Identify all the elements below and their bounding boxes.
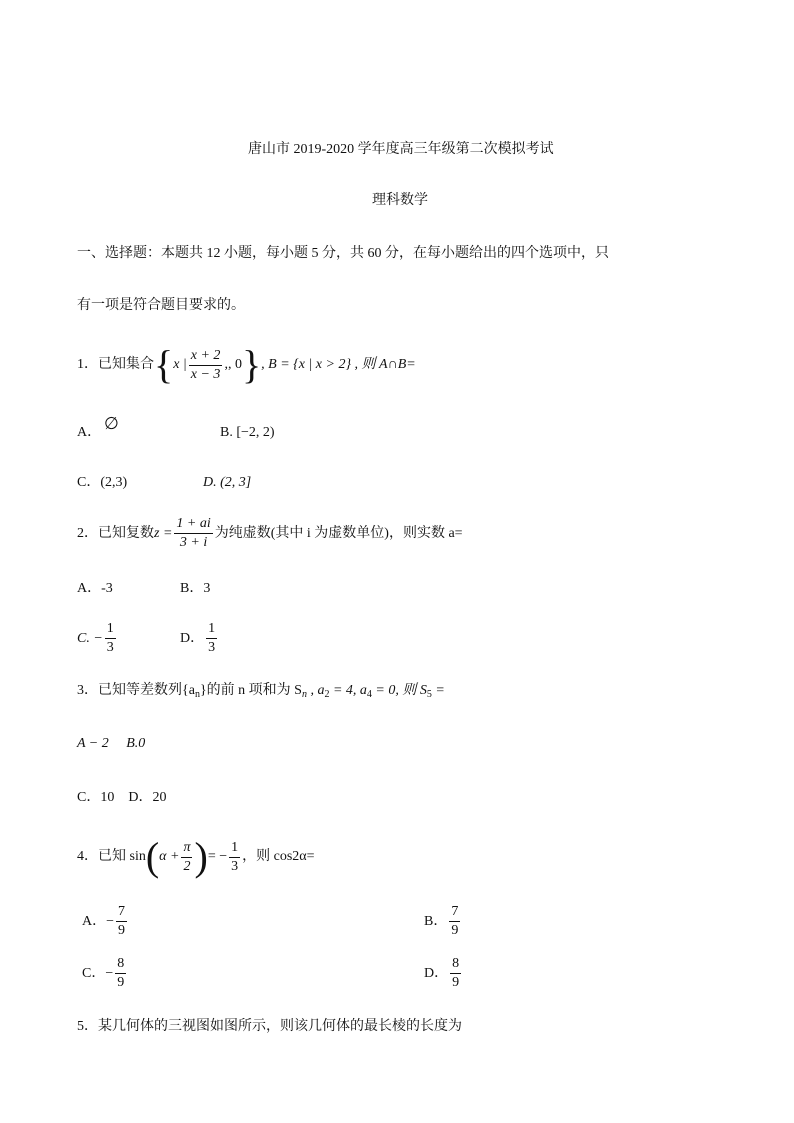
question-3-stem <box>77 682 445 704</box>
q4-option-d-label: D． <box>424 965 449 981</box>
q3-sub-n: n <box>194 689 200 700</box>
right-paren: ) <box>194 834 208 879</box>
q2-z-eq: z = <box>154 525 173 541</box>
q2-option-d-label: D． <box>180 630 205 646</box>
q4-b-numerator: 7 <box>449 903 460 922</box>
q2-option-c-label: C. − <box>77 630 103 646</box>
q3-options-cd: C．10 D．20 <box>77 790 167 805</box>
q1-relation: ,, 0 <box>224 357 242 372</box>
q4-option-b-label: B． <box>424 913 448 929</box>
q2-c-numerator: 1 <box>105 620 116 639</box>
q4-option-a <box>82 903 129 940</box>
question-4-stem <box>77 834 315 879</box>
section-instruction-line1: 一、选择题：本题共 12 小题，每小题 5 分，共 60 分，在每小题给出的四个选项中，只 <box>77 246 609 261</box>
q3-sub4: 4 <box>366 689 372 700</box>
q4-b-denominator: 9 <box>451 923 459 938</box>
q4-d-numerator: 8 <box>450 955 461 974</box>
q1-fraction-denominator: x − 3 <box>190 366 221 382</box>
section-instruction-line2: 有一项是符合题目要求的。 <box>77 298 245 313</box>
q3-options-ab: A − 2 B.0 <box>77 736 146 751</box>
q4-option-a-label: A．− <box>82 913 115 929</box>
q2-option-c-fraction <box>105 620 116 657</box>
q2-d-numerator: 1 <box>206 620 217 639</box>
q4-d-denominator: 9 <box>452 975 460 990</box>
q1-prefix: 1．已知集合 <box>77 357 154 372</box>
q2-fraction-numerator: 1 + ai <box>174 515 212 534</box>
q1-option-d: D. (2, 3] <box>203 475 252 490</box>
q4-a-numerator: 7 <box>116 903 127 922</box>
q3-rest4: = <box>431 683 445 698</box>
q3-sub2: 2 <box>324 689 330 700</box>
q2-suffix: 为纯虚数(其中 i 为虚数单位)，则实数 a= <box>214 525 463 541</box>
q4-option-d <box>424 955 463 992</box>
subject-title: 理科数学 <box>372 193 428 208</box>
question-5-stem: 5．某几何体的三视图如图所示，则该几何体的最长棱的长度为 <box>77 1019 462 1034</box>
q4-rhs-fraction <box>229 839 240 876</box>
q4-alpha-plus: α + <box>159 849 180 864</box>
q2-option-b: B．3 <box>180 581 211 596</box>
q2-option-a: A．-3 <box>77 581 113 596</box>
q2-option-d-fraction <box>206 620 217 657</box>
q1-option-b: B. [−2, 2) <box>220 425 275 440</box>
q3-sub-n2: n <box>301 689 307 700</box>
q4-rhs-denominator: 3 <box>231 858 239 874</box>
q1-fraction-numerator: x + 2 <box>189 347 223 366</box>
q4-pi-over-2 <box>181 839 192 876</box>
q2-d-denominator: 3 <box>208 640 216 655</box>
left-brace: { <box>154 342 174 387</box>
q4-two: 2 <box>183 858 191 874</box>
q4-rhs-numerator: 1 <box>229 839 240 858</box>
q3-sub5: 5 <box>426 689 432 700</box>
q3-rest2: = 4, a <box>329 683 367 698</box>
q3-rest1: , a <box>306 683 325 698</box>
q2-option-d <box>180 620 219 657</box>
q3-rest3: = 0, 则 S <box>371 683 427 698</box>
q4-option-c <box>82 955 128 992</box>
q2-fraction <box>174 515 212 552</box>
q4-suffix: ，则 cos2α= <box>242 849 315 864</box>
question-1-stem <box>77 342 416 387</box>
right-brace: } <box>241 342 262 387</box>
q1-fraction <box>189 347 223 384</box>
question-2-stem <box>77 515 463 552</box>
empty-set-symbol: ∅ <box>104 414 119 433</box>
q1-set-b: , B = {x | x > 2} , 则 A∩B= <box>261 357 416 372</box>
q4-option-c-label: C．− <box>82 965 114 981</box>
q2-fraction-denominator: 3 + i <box>179 535 208 550</box>
q1-set-var: x | <box>173 357 187 372</box>
q4-c-numerator: 8 <box>115 955 126 974</box>
q3-prefix: 3．已知等差数列{a <box>77 683 195 698</box>
q4-prefix: 4．已知 sin <box>77 849 146 864</box>
q1-option-c: C．(2,3) <box>77 475 128 490</box>
q4-option-b-fraction <box>449 903 460 940</box>
q4-option-c-fraction <box>115 955 126 992</box>
q4-c-denominator: 9 <box>117 975 125 990</box>
q4-pi: π <box>181 839 192 858</box>
q2-c-denominator: 3 <box>106 640 114 655</box>
q1-option-a-label: A． <box>77 425 102 440</box>
q2-option-c <box>77 620 118 657</box>
left-paren: ( <box>145 834 160 879</box>
exam-title: 唐山市 2019-2020 学年度高三年级第二次模拟考试 <box>248 142 554 157</box>
q4-option-d-fraction <box>450 955 461 992</box>
q4-option-a-fraction <box>116 903 127 940</box>
q2-prefix: 2．已知复数 <box>77 525 154 541</box>
q3-mid: }的前 n 项和为 S <box>199 683 302 698</box>
q4-a-denominator: 9 <box>118 923 126 938</box>
q4-option-b <box>424 903 462 940</box>
q4-equals: = − <box>207 849 228 864</box>
